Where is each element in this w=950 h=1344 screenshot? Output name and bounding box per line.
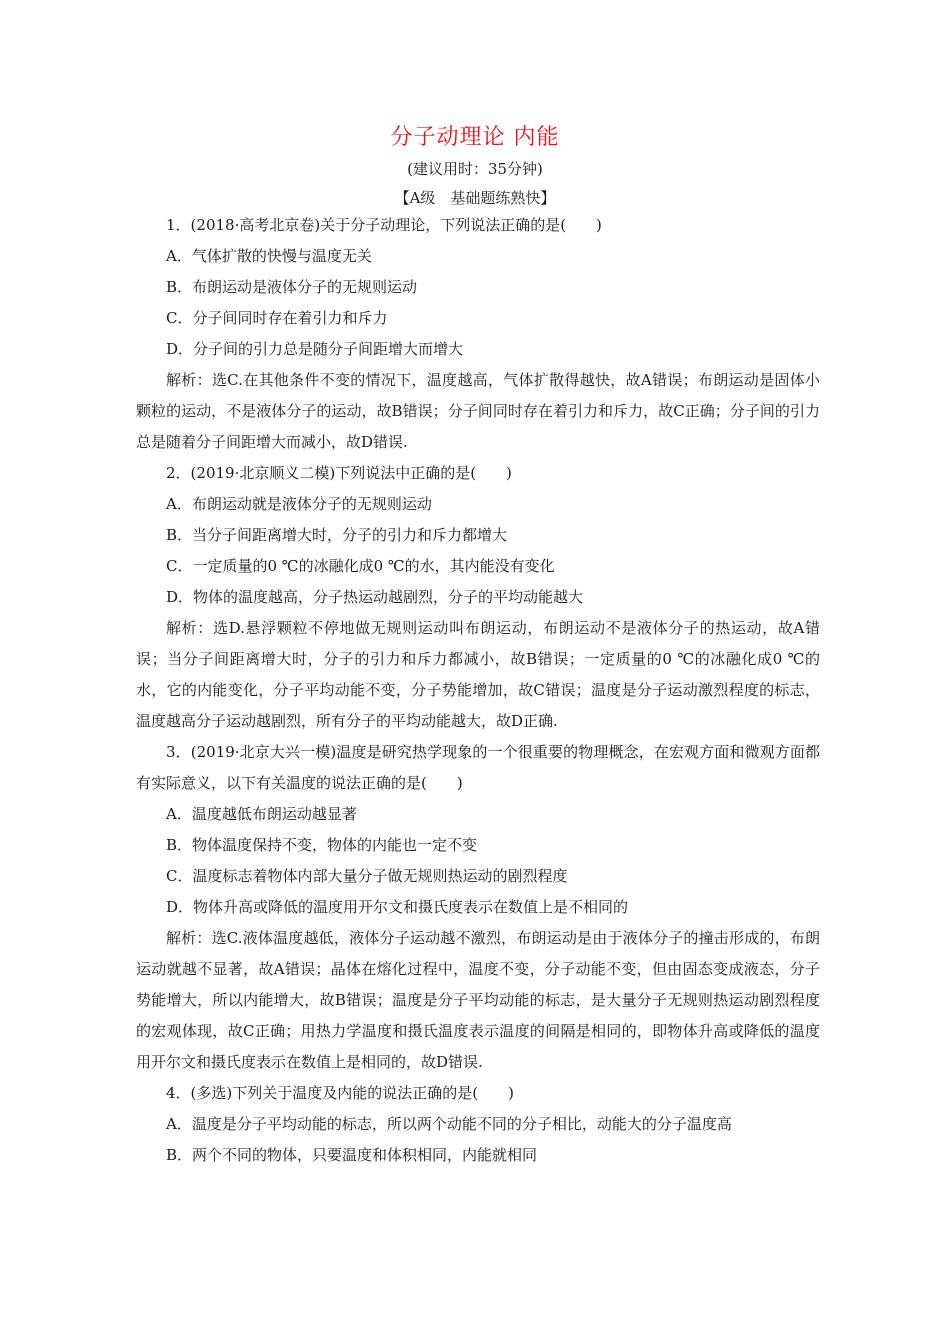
question-stem: 3．(2019·北京大兴一模)温度是研究热学现象的一个很重要的物理概念，在宏观方面和微观方面都有实际意义，以下有关温度的说法正确的是( ) — [136, 743, 820, 792]
option-a: A．气体扩散的快慢与温度无关 — [166, 247, 372, 265]
option-a: A．布朗运动就是液体分子的无规则运动 — [166, 495, 432, 513]
question-stem: 2．(2019·北京顺义二模)下列说法中正确的是( ) — [166, 464, 512, 482]
time-hint: (建议用时：35分钟) — [407, 160, 543, 178]
option-a: A．温度是分子平均动能的标志，所以两个动能不同的分子相比，动能大的分子温度高 — [166, 1115, 732, 1133]
option-d: D．物体的温度越高，分子热运动越剧烈，分子的平均动能越大 — [166, 588, 584, 606]
question-list — [136, 210, 820, 1171]
analysis-text: 解析：选C.液体温度越低，液体分子运动越不激烈，布朗运动是由于液体分子的撞击形成的，布朗运动就越不显著，故A错误；晶体在熔化过程中，温度不变，分子动能不变，但由固态变成液态，分子势能增大，所以内能增大，故B错误；温度是分子平均动能的标志，是大量分子无规则热运动剧烈程度的宏观体现，故C正确；用热力学温度和摄氏温度表示温度的间隔是相同的，即物体升高或降低的温度用开尔文和摄氏度表示在数值上是相同的，故D错误. — [136, 929, 820, 1071]
option-b: B．布朗运动是液体分子的无规则运动 — [166, 278, 418, 296]
option-b: B．当分子间距离增大时，分子的引力和斥力都增大 — [166, 526, 508, 544]
analysis-text: 解析：选D.悬浮颗粒不停地做无规则运动叫布朗运动，布朗运动不是液体分子的热运动，故A错误；当分子间距离增大时，分子的引力和斥力都减小，故B错误；一定质量的0 ℃的冰融化成0 ℃的水，它的内能变化，分子平均动能不变，分子势能增加，故C错误；温度是分子运动激烈程度的标志，温度越高分子运动越剧烈，所有分子的平均动能越大，故D正确. — [136, 619, 820, 730]
option-d: D．分子间的引力总是随分子间距增大而增大 — [166, 340, 464, 358]
option-b: B．两个不同的物体，只要温度和体积相同，内能就相同 — [166, 1146, 538, 1164]
option-c: C．一定质量的0 ℃的冰融化成0 ℃的水，其内能没有变化 — [166, 557, 555, 575]
page-title: 分子动理论 内能 — [390, 125, 560, 150]
question-stem: 1．(2018·高考北京卷)关于分子动理论，下列说法正确的是( ) — [166, 216, 602, 234]
option-b: B．物体温度保持不变，物体的内能也一定不变 — [166, 836, 478, 854]
option-a: A．温度越低布朗运动越显著 — [166, 805, 357, 823]
option-c: C．分子间同时存在着引力和斥力 — [166, 309, 388, 327]
option-c: C．温度标志着物体内部大量分子做无规则热运动的剧烈程度 — [166, 867, 568, 885]
level-heading: 【A级 基础题练熟快】 — [394, 189, 556, 207]
option-d: D．物体升高或降低的温度用开尔文和摄氏度表示在数值上是不相同的 — [166, 898, 629, 916]
analysis-text: 解析：选C.在其他条件不变的情况下，温度越高，气体扩散得越快，故A错误；布朗运动是固体小颗粒的运动，不是液体分子的运动，故B错误；分子间同时存在着引力和斥力，故C正确；分子间的引力总是随着分子间距增大而减小，故D错误. — [136, 371, 820, 451]
question-stem: 4．(多选)下列关于温度及内能的说法正确的是( ) — [166, 1084, 514, 1102]
